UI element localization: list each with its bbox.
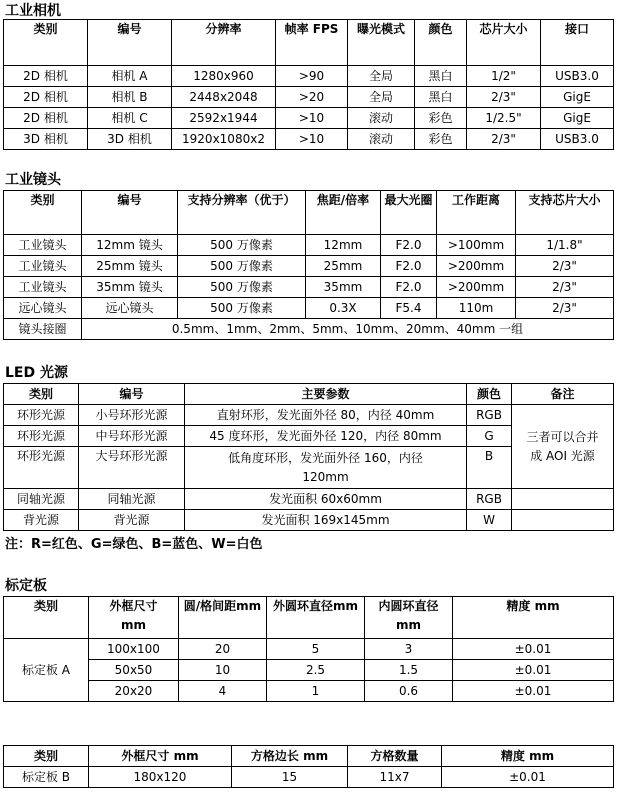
table-cell: USB3.0	[541, 66, 614, 87]
table-cell: 滚动	[348, 129, 415, 150]
camera-header-cell: 芯片大小	[467, 20, 541, 66]
light-header-cell: 编号	[79, 384, 185, 405]
calib-header-cell: 外圆环直径mm	[267, 597, 365, 639]
table-cell: 500 万像素	[178, 256, 306, 277]
table-cell: 2/3"	[467, 87, 541, 108]
table-cell: 15	[232, 767, 348, 788]
table-row	[4, 256, 614, 277]
table-cell: 远心镜头	[82, 298, 178, 319]
camera-header-row	[4, 20, 614, 66]
table-cell: 全局	[348, 87, 415, 108]
table-cell: 500 万像素	[178, 235, 306, 256]
table-row	[4, 767, 614, 788]
table-cell: 0.3X	[306, 298, 381, 319]
calib-category-cell: 标定板 A	[4, 639, 89, 702]
table-cell: 3	[365, 639, 453, 660]
camera-header-cell: 类别	[4, 20, 88, 66]
calib-b-table	[3, 745, 614, 788]
table-cell: 工业镜头	[4, 277, 82, 298]
lens-header-cell: 最大光圈	[381, 191, 437, 235]
table-cell: ±0.01	[453, 639, 614, 660]
table-row	[4, 639, 614, 660]
table-cell: 1.5	[365, 660, 453, 681]
table-cell: 25mm	[306, 256, 381, 277]
table-cell: 环形光源	[4, 405, 79, 426]
light-header-cell: 主要参数	[185, 384, 467, 405]
table-cell: 1/1.8"	[516, 235, 614, 256]
table-row	[4, 298, 614, 319]
table-cell: ±0.01	[453, 660, 614, 681]
table-cell: 2/3"	[516, 298, 614, 319]
lens-header-cell: 支持分辨率（优于）	[178, 191, 306, 235]
camera-table	[3, 19, 614, 150]
camera-header-cell: 帧率 FPS	[276, 20, 348, 66]
table-cell: 2D 相机	[4, 87, 88, 108]
table-cell: 25mm 镜头	[82, 256, 178, 277]
calib-header-cell: 外框尺寸mm	[89, 597, 179, 639]
table-cell: 同轴光源	[79, 489, 185, 510]
table-cell: F2.0	[381, 235, 437, 256]
calib-b-header-cell: 精度 mm	[442, 746, 614, 767]
table-cell: USB3.0	[541, 129, 614, 150]
light-header-cell: 备注	[512, 384, 614, 405]
table-cell: 环形光源	[4, 447, 79, 489]
table-row	[4, 681, 614, 702]
table-cell: ±0.01	[453, 681, 614, 702]
light-table	[3, 383, 614, 531]
color-legend-note: 注：R=红色、G=绿色、B=蓝色、W=白色	[5, 537, 263, 552]
camera-header-cell: 曝光模式	[348, 20, 415, 66]
table-cell: 4	[179, 681, 267, 702]
table-cell: 2D 相机	[4, 66, 88, 87]
table-cell: >200mm	[437, 277, 516, 298]
light-header-row	[4, 384, 614, 405]
table-cell: 35mm 镜头	[82, 277, 178, 298]
table-row	[4, 66, 614, 87]
table-cell: 相机 B	[88, 87, 172, 108]
table-cell: 1/2.5"	[467, 108, 541, 129]
table-cell: 发光面积 169x145mm	[185, 510, 467, 531]
table-row	[4, 510, 614, 531]
table-cell: GigE	[541, 87, 614, 108]
table-cell: 2.5	[267, 660, 365, 681]
calib-header-cell: 内圆环直径mm	[365, 597, 453, 639]
table-cell: 1920x1080x2	[172, 129, 276, 150]
table-row	[4, 108, 614, 129]
table-cell: 工业镜头	[4, 256, 82, 277]
table-row	[4, 405, 614, 426]
table-cell: 11x7	[348, 767, 442, 788]
table-cell: 2/3"	[467, 129, 541, 150]
table-cell: 45 度环形，发光面外径 120，内径 80mm	[185, 426, 467, 447]
table-cell: >20	[276, 87, 348, 108]
table-row	[4, 87, 614, 108]
table-cell: 同轴光源	[4, 489, 79, 510]
table-cell: 12mm 镜头	[82, 235, 178, 256]
table-cell: >100mm	[437, 235, 516, 256]
table-cell: 相机 A	[88, 66, 172, 87]
calib-b-header-cell: 类别	[4, 746, 89, 767]
lens-header-cell: 支持芯片大小	[516, 191, 614, 235]
table-cell: 中号环形光源	[79, 426, 185, 447]
table-cell: 彩色	[415, 108, 467, 129]
light-header-cell: 类别	[4, 384, 79, 405]
camera-header-cell: 颜色	[415, 20, 467, 66]
table-row	[4, 235, 614, 256]
lens-adapter-row	[4, 319, 614, 340]
camera-header-cell: 接口	[541, 20, 614, 66]
lens-header-cell: 工作距离	[437, 191, 516, 235]
light-remark-text: 三者可以合并成 AOI 光源	[526, 429, 599, 463]
table-cell: 直射环形，发光面外径 80，内径 40mm	[185, 405, 467, 426]
calib-b-header-cell: 外框尺寸 mm	[89, 746, 232, 767]
table-cell: 黑白	[415, 66, 467, 87]
table-cell: >10	[276, 129, 348, 150]
lens-header-cell: 编号	[82, 191, 178, 235]
table-cell: >200mm	[437, 256, 516, 277]
table-cell: 3D 相机	[88, 129, 172, 150]
section-title-lenses: 工业镜头	[5, 172, 61, 188]
table-cell: 10	[179, 660, 267, 681]
calib-header-cell: 类别	[4, 597, 89, 639]
table-cell: 标定板 B	[4, 767, 89, 788]
light-remark	[512, 405, 614, 489]
table-cell: 远心镜头	[4, 298, 82, 319]
table-cell: 相机 C	[88, 108, 172, 129]
table-cell: 20x20	[89, 681, 179, 702]
table-row	[4, 660, 614, 681]
camera-header-cell: 编号	[88, 20, 172, 66]
table-cell: B	[467, 447, 512, 489]
lens-header-cell: 焦距/倍率	[306, 191, 381, 235]
section-title-lights: LED 光源	[5, 365, 68, 381]
table-cell: 180x120	[89, 767, 232, 788]
table-cell: F2.0	[381, 277, 437, 298]
table-cell: RGB	[467, 405, 512, 426]
table-cell: 5	[267, 639, 365, 660]
table-cell: GigE	[541, 108, 614, 129]
table-cell: ±0.01	[442, 767, 614, 788]
table-row	[4, 489, 614, 510]
table-cell: 0.6	[365, 681, 453, 702]
table-cell: 背光源	[4, 510, 79, 531]
table-cell: 20	[179, 639, 267, 660]
table-cell: 工业镜头	[4, 235, 82, 256]
calib-table	[3, 596, 614, 702]
section-title-cameras: 工业相机	[5, 3, 61, 19]
light-header-cell: 颜色	[467, 384, 512, 405]
table-cell: F2.0	[381, 256, 437, 277]
lens-header-row	[4, 191, 614, 235]
calib-b-header-row	[4, 746, 614, 767]
table-cell: 低角度环形，发光面外径 160，内径120mm	[185, 447, 467, 489]
table-cell: 100x100	[89, 639, 179, 660]
table-cell: 环形光源	[4, 426, 79, 447]
table-cell	[512, 489, 614, 510]
calib-b-header-cell: 方格数量	[348, 746, 442, 767]
table-cell: 小号环形光源	[79, 405, 185, 426]
table-cell: RGB	[467, 489, 512, 510]
table-cell: >90	[276, 66, 348, 87]
table-cell: 发光面积 60x60mm	[185, 489, 467, 510]
table-cell: 大号环形光源	[79, 447, 185, 489]
lens-adapter-label: 镜头接圈	[4, 319, 82, 340]
table-cell: F5.4	[381, 298, 437, 319]
table-cell: 3D 相机	[4, 129, 88, 150]
table-cell: 110m	[437, 298, 516, 319]
table-cell: 12mm	[306, 235, 381, 256]
calib-b-header-cell: 方格边长 mm	[232, 746, 348, 767]
table-cell	[512, 510, 614, 531]
table-cell: 500 万像素	[178, 298, 306, 319]
table-cell: 黑白	[415, 87, 467, 108]
table-cell: 彩色	[415, 129, 467, 150]
table-cell: 全局	[348, 66, 415, 87]
table-cell: >10	[276, 108, 348, 129]
table-cell: 背光源	[79, 510, 185, 531]
calib-header-cell: 精度 mm	[453, 597, 614, 639]
table-cell: 2592x1944	[172, 108, 276, 129]
table-cell: 2/3"	[516, 256, 614, 277]
table-cell: 2D 相机	[4, 108, 88, 129]
calib-header-cell: 圆/格间距mm	[179, 597, 267, 639]
table-cell: 1	[267, 681, 365, 702]
table-row	[4, 129, 614, 150]
table-cell: 2448x2048	[172, 87, 276, 108]
table-cell: 35mm	[306, 277, 381, 298]
table-cell: 1/2"	[467, 66, 541, 87]
calib-header-row	[4, 597, 614, 639]
table-cell: 滚动	[348, 108, 415, 129]
lens-header-cell: 类别	[4, 191, 82, 235]
lens-table	[3, 190, 614, 340]
table-cell: 50x50	[89, 660, 179, 681]
table-cell: G	[467, 426, 512, 447]
section-title-calib: 标定板	[5, 578, 47, 594]
lens-adapter-value: 0.5mm、1mm、2mm、5mm、10mm、20mm、40mm 一组	[82, 319, 614, 340]
table-row	[4, 277, 614, 298]
table-cell: 500 万像素	[178, 277, 306, 298]
table-cell: 2/3"	[516, 277, 614, 298]
table-cell: 1280x960	[172, 66, 276, 87]
table-cell: W	[467, 510, 512, 531]
camera-header-cell: 分辨率	[172, 20, 276, 66]
